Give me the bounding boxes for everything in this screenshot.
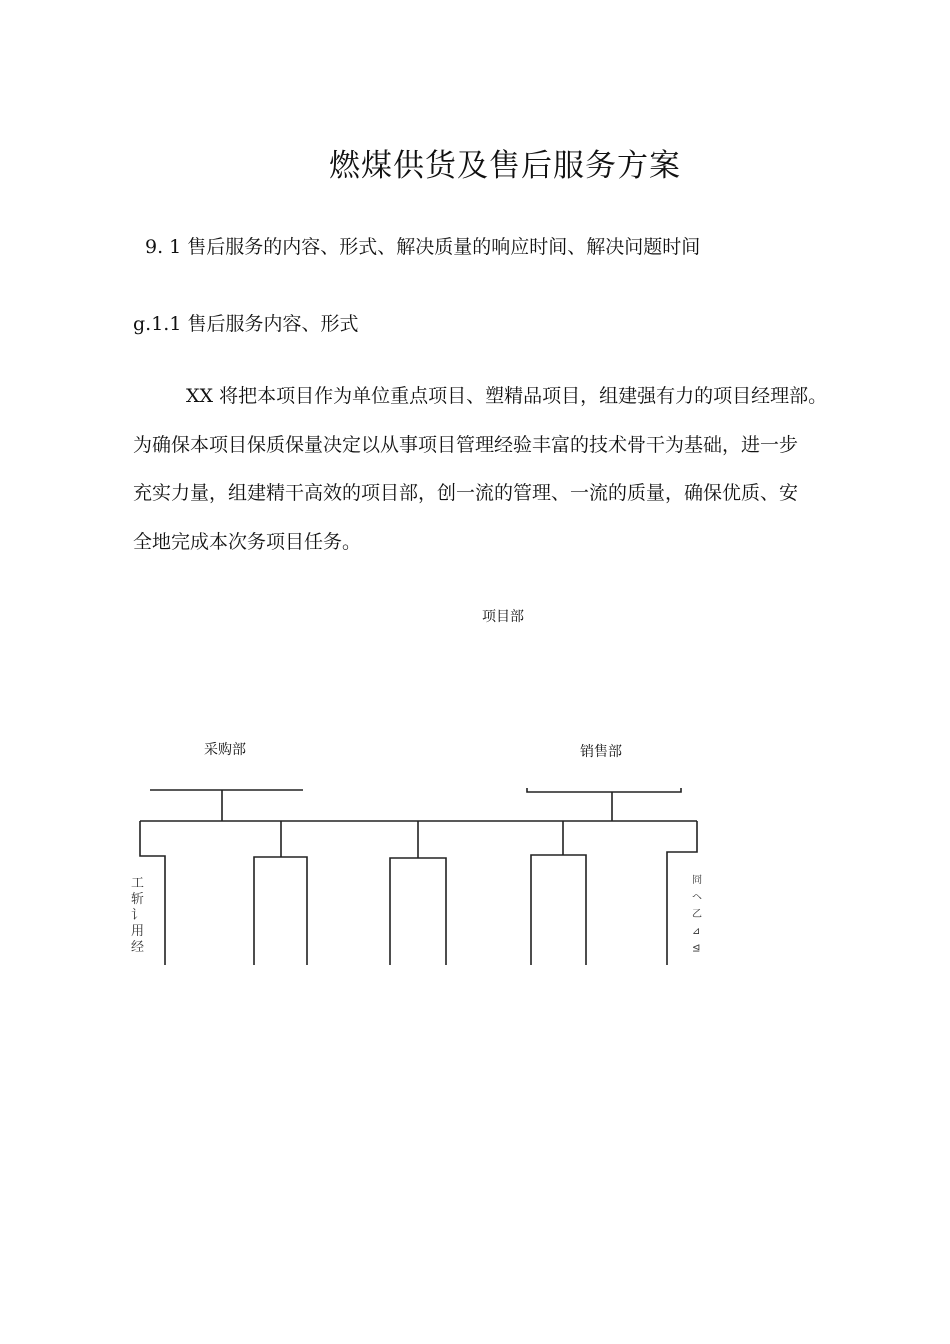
paragraph-line: 充实力量，组建精干高效的项目部，创一流的管理、一流的质量，确保优质、安 xyxy=(133,482,799,504)
org-right-branch-label: 销售部 xyxy=(580,744,622,760)
section-heading: 9. 1 售后服务的内容、形式、解决质量的响应时间、解决问题时间 xyxy=(145,236,701,258)
unit-box xyxy=(390,858,446,965)
page-title: 燃煤供货及售后服务方案 xyxy=(329,148,681,184)
right-edge-fragment-text: 冏 ヘ 乙 ⊿ ⊴ xyxy=(692,875,702,954)
unit-box xyxy=(531,855,586,965)
paragraph-line: 为确保本项目保质保量决定以从事项目管理经验丰富的技术骨干为基础，进一步 xyxy=(133,433,799,456)
left-edge-fragment-text: 工 斩 讠 用 经 xyxy=(131,876,145,955)
subsection-heading: g.1.1 售后服务内容、形式 xyxy=(133,313,359,335)
paragraph-line: 全地完成本次务项目任务。 xyxy=(133,530,362,553)
org-top-label: 项目部 xyxy=(482,609,524,625)
org-left-branch-label: 采购部 xyxy=(204,742,246,758)
paragraph-line: XX 将把本项目作为单位重点项目、塑精品项目，组建强有力的项目经理部。 xyxy=(186,385,828,407)
unit-box xyxy=(254,857,307,965)
right-branch-bar xyxy=(527,788,681,792)
